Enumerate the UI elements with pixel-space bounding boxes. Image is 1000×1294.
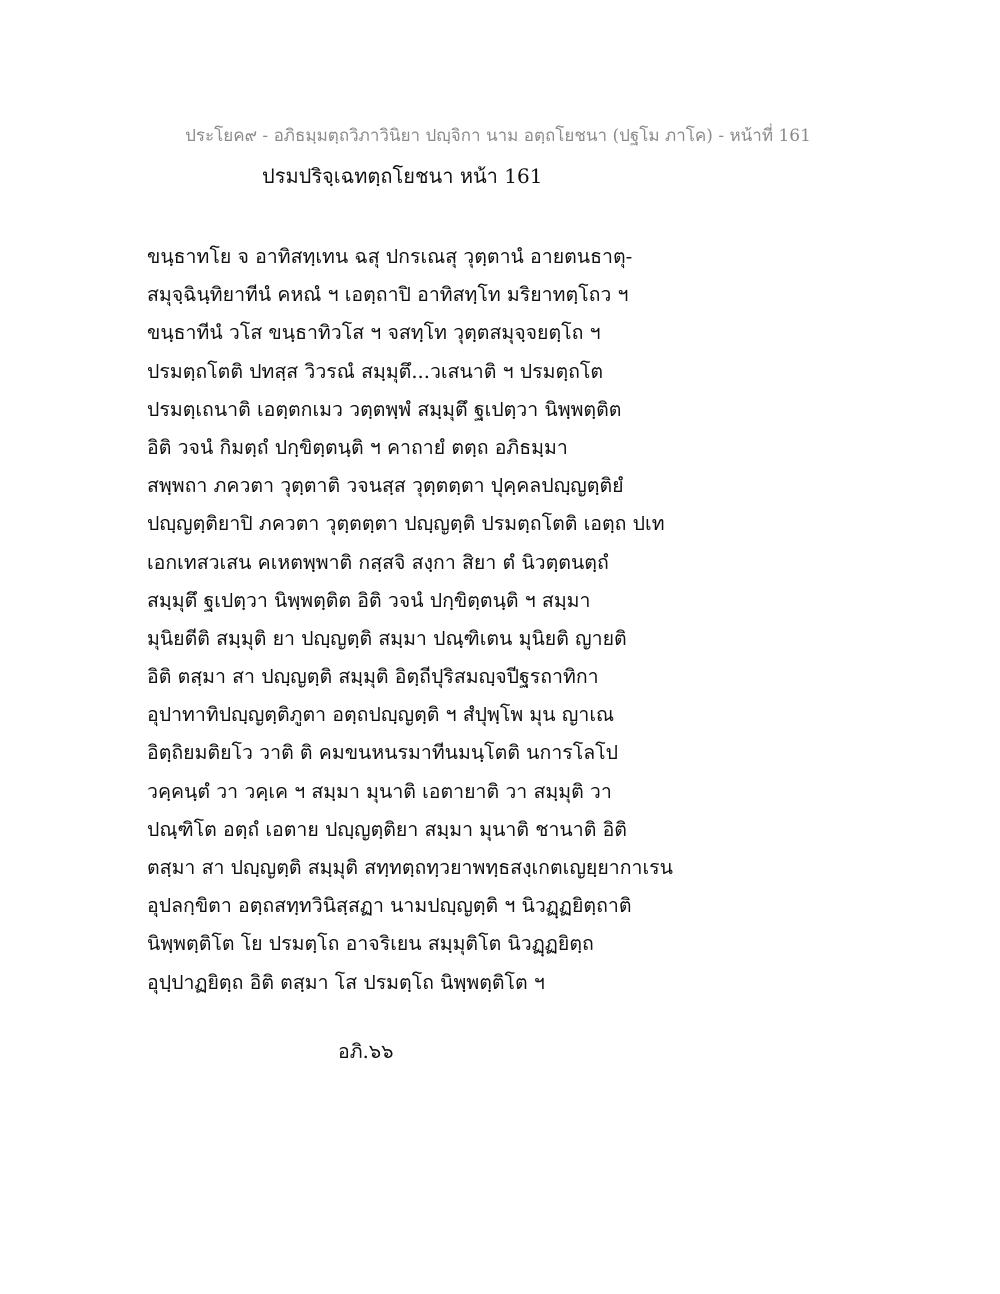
text-line: อุปลกฺขิตา อตฺถสทฺทวินิสฺสฏา นามปญฺญตฺติ ฯ นิวฏฺฏยิตฺถาติ	[147, 894, 632, 918]
text-line: ตสฺมา สา ปญฺญตฺติ สมฺมุติ สทฺทตฺถทฺวยาพทฺธสงฺเกตเญยฺยากาเรน	[147, 856, 673, 879]
text-line: นิพฺพตฺติโต โย ปรมตฺโถ อาจริเยน สมฺมุติโต นิวฏฺฏยิตฺถ	[147, 932, 594, 956]
body-text	[147, 238, 707, 1002]
text-line: สพฺพถา ภควตา วุตฺตาติ วจนสฺส วุตฺตตฺตา ปุคฺคลปญฺญตฺติยํ	[147, 474, 624, 498]
text-line: เอกเทสวเสน คเหตพฺพาติ กสฺสจิ สงฺกา สิยา ตํ นิวตฺตนตฺถํ	[147, 550, 609, 574]
text-line: อิติ ตสฺมา สา ปญฺญตฺติ สมฺมุติ อิตฺถีปุริสมญฺจปีฐรถาทิกา	[147, 665, 599, 689]
text-line: ปรมตฺถโตติ ปทสฺส วิวรณํ สมฺมุตึ...วเสนาติ ฯ ปรมตฺถโต	[147, 359, 604, 383]
text-line: ขนฺธาทีนํ วโส ขนฺธาทิวโส ฯ จสทฺโท วุตฺตสมุจฺจยตฺโถ ฯ	[147, 321, 601, 345]
text-line: ปรมตฺเถนาติ เอตฺตกเมว วตฺตพฺพํ สมฺมุตึ ฐเปตฺวา นิพฺพตฺติต	[147, 397, 622, 421]
text-line: วคฺคนฺตํ วา วคฺเค ฯ สมฺมา มุนาติ เอตายาติ วา สมฺมุติ วา	[147, 779, 612, 803]
text-line: มุนิยตีติ สมฺมุติ ยา ปญฺญตฺติ สมฺมา ปณฺฑิเตน มุนิยติ ญายติ	[147, 626, 627, 650]
page-reference: อภิ.๖๖	[338, 1040, 394, 1063]
text-line: อิตฺถิยมติยโว วาติ ติ คมขนหนรมาทีนมนฺโตติ นการโลโป	[147, 741, 619, 765]
text-line: ปณฺฑิโต อตฺถํ เอตาย ปญฺญตฺติยา สมฺมา มุนาติ ชานาติ อิติ	[147, 817, 627, 841]
text-line: ขนฺธาทโย จ อาทิสทฺเทน ฉสุ ปกรเณสุ วุตฺตานํ อายตนธาตุ-	[147, 245, 633, 268]
running-header-text: ประโยค๙ - อภิธมฺมตฺถวิภาวินิยา ปญฺจิกา นาม อตฺถโยชนา (ปฐโม ภาโค) - หน้าที่ 161	[185, 126, 811, 146]
text-line: สมุจฺฉินฺทิยาทีนํ คหณํ ฯ เอตฺถาปิ อาทิสทฺโท มริยาทตฺโถว ฯ	[147, 283, 629, 307]
section-title: ปรมปริจฺเฉทตฺถโยชนา หน้า 161	[262, 164, 543, 188]
text-line: สมฺมุตึ ฐเปตฺวา นิพฺพตฺติต อิติ วจนํ ปกฺขิตฺตนฺติ ฯ สมฺมา	[147, 588, 591, 612]
text-line: อิติ วจนํ กิมตฺถํ ปกฺขิตฺตนฺติ ฯ คาถายํ ตตฺถ อภิธมฺมา	[147, 435, 568, 459]
text-line: อุปาทาทิปญฺญตฺติภูตา อตฺถปญฺญตฺติ ฯ สํปุพฺโพ มุน ญาเณ	[147, 703, 615, 727]
text-line: อุปฺปาฏยิตฺถ อิติ ตสฺมา โส ปรมตฺโถ นิพฺพตฺติโต ฯ	[147, 970, 545, 994]
text-line: ปญฺญตฺติยาปิ ภควตา วุตฺตตฺตา ปญฺญตฺติ ปรมตฺถโตติ เอตฺถ ปเท	[147, 512, 665, 536]
running-header	[0, 122, 1000, 149]
